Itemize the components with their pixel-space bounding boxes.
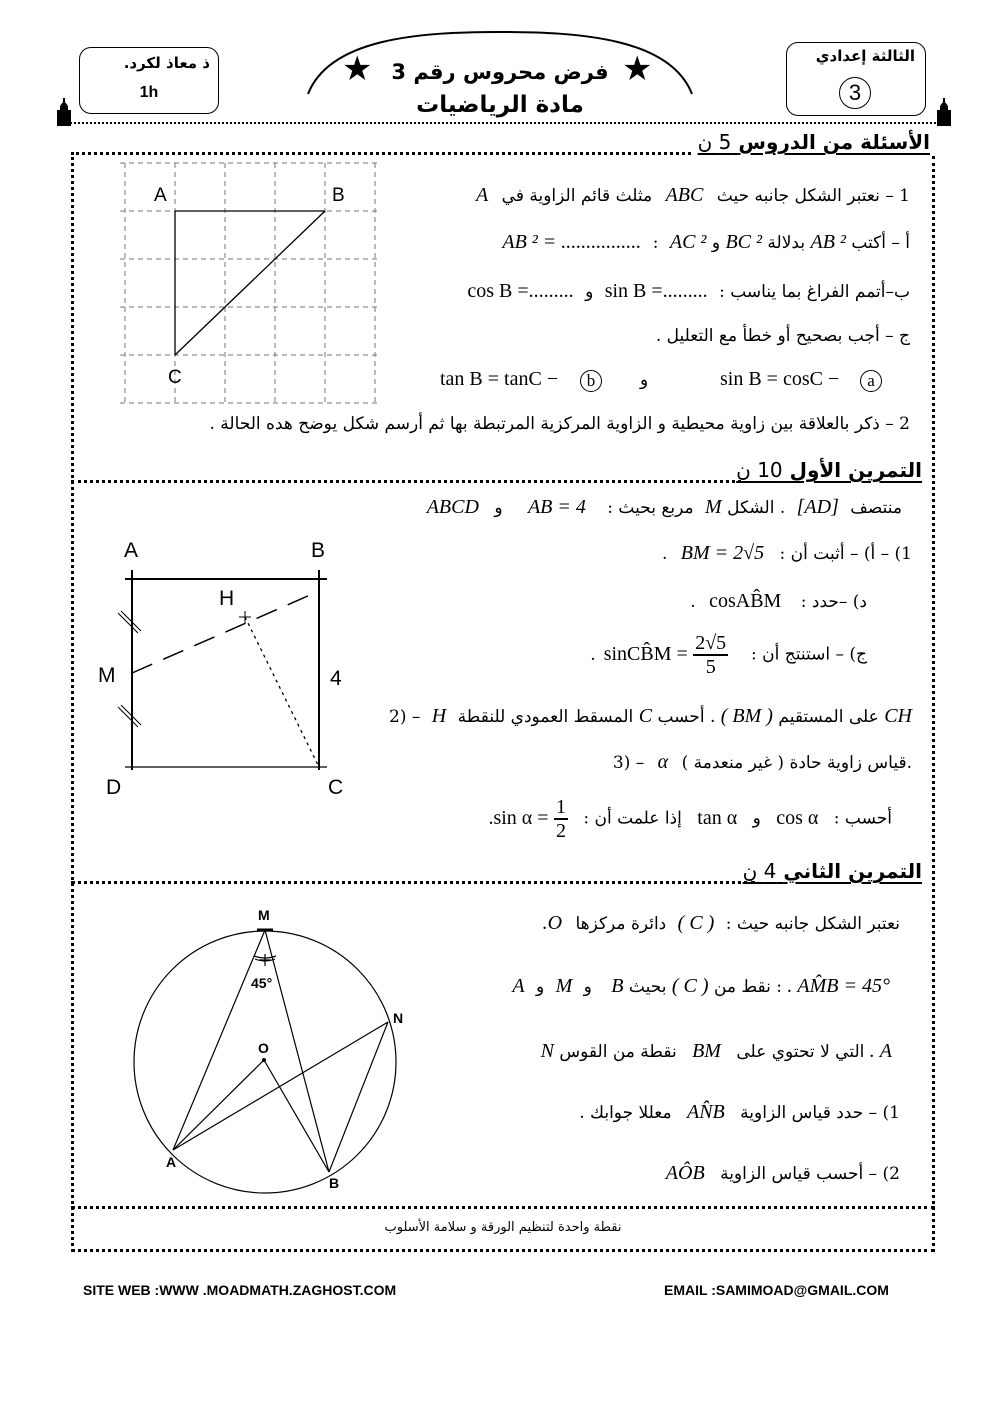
header-divider bbox=[70, 122, 936, 124]
ex1-q3b-sin: .sin α = bbox=[488, 806, 549, 829]
ex2-q1 bbox=[579, 1101, 900, 1124]
ex1-and: و bbox=[494, 498, 503, 518]
label-B: B bbox=[332, 185, 345, 206]
ex1-q1a-math: BM = 2√5 bbox=[680, 542, 765, 564]
section-points: 5 ن bbox=[697, 130, 732, 154]
sq-label-A: A bbox=[124, 539, 139, 562]
ex1-q3-num: 3) – bbox=[612, 753, 645, 773]
ex2-l1-o: O. bbox=[542, 912, 563, 934]
level-label: الثالثة إعدادي bbox=[815, 47, 915, 65]
ex1-q1c-fraction bbox=[693, 632, 728, 678]
qa-text-2: بدلالة bbox=[767, 233, 806, 253]
ex1-intro bbox=[427, 496, 902, 519]
segment-bc bbox=[175, 211, 325, 355]
lesson-q1 bbox=[476, 184, 910, 207]
ex1-q1b-math: cosAB̂M bbox=[709, 590, 782, 612]
frame-left bbox=[71, 152, 74, 1252]
label-C: C bbox=[168, 367, 182, 388]
subject-title: مادة الرياضيات bbox=[416, 92, 584, 118]
ex1-q3b bbox=[488, 796, 892, 842]
ex1-q3-alpha: α bbox=[657, 751, 669, 773]
sq-label-B: B bbox=[311, 539, 326, 562]
ex1-q3b-text-2: إذا علمت أن : bbox=[583, 808, 682, 829]
ex1-q3b-and: و bbox=[752, 808, 761, 829]
ex1-q1c-text: ج) – استنتج أن : bbox=[751, 644, 867, 665]
ex2-q2-text: 2) – أحسب قياس الزاوية bbox=[720, 1164, 900, 1184]
qc-b-label: b bbox=[580, 370, 602, 392]
ex2-q1-text: 1) – حدد قياس الزاوية bbox=[740, 1103, 900, 1123]
ex2-l2-b: B bbox=[611, 975, 624, 997]
ex2-l2-and: و bbox=[535, 977, 545, 997]
level-box bbox=[786, 42, 926, 116]
qb-cos-blank[interactable]: cos B =......... bbox=[467, 280, 574, 302]
circ-label-A: A bbox=[166, 1154, 177, 1170]
ex1-q1b-text: د) –حدد : bbox=[800, 592, 867, 612]
ex1-q2-c: C bbox=[638, 705, 653, 727]
teacher-box bbox=[79, 47, 219, 114]
sq-label-4: 4 bbox=[330, 667, 342, 690]
ex2-l2-math: . AM̂B = 45° bbox=[787, 975, 890, 997]
ex1-q1c: ج) – استنتج أن : sinCB̂M = $\frac{2√5}{5}$ . bbox=[590, 632, 867, 678]
circ-label-M: M bbox=[258, 907, 270, 923]
ex1-q2-text-2: على المستقيم bbox=[778, 707, 879, 727]
ex2-title-text: التمرين الثاني bbox=[783, 859, 922, 883]
qb-sin-blank[interactable]: sin B =......... bbox=[604, 280, 708, 302]
qa-colon: : bbox=[652, 233, 659, 253]
ex2-q1-math: AN̂B bbox=[686, 1101, 725, 1123]
section-title-text: الأسئلة من الدروس bbox=[738, 130, 930, 154]
segment-oa bbox=[173, 1060, 264, 1150]
exam-duration: 1h bbox=[139, 84, 159, 101]
frame-top-left bbox=[71, 152, 691, 155]
ex2-l2-m: M bbox=[555, 975, 573, 997]
ex2-l1-text: نعتبر الشكل جانبه حيث : bbox=[725, 914, 900, 934]
ex1-q2-h: H bbox=[431, 705, 447, 727]
q1-point: A bbox=[476, 184, 489, 206]
fraction-denominator: 5 bbox=[705, 656, 716, 678]
ex1-q3b-cos: cos α bbox=[776, 806, 819, 829]
ex2-l2-text: نقط من bbox=[713, 977, 771, 997]
star-icon: ★ bbox=[622, 49, 653, 89]
ex1-intro-text: مربع بحيث : bbox=[607, 498, 694, 518]
ex1-q1b: د) –حدد : cosAB̂M . bbox=[690, 590, 867, 612]
ex1-ab: AB = 4 bbox=[527, 496, 586, 518]
ex2-l3-n: N bbox=[540, 1040, 554, 1062]
segment-ch bbox=[245, 617, 318, 765]
ex1-intro-text-2: منتصف bbox=[850, 498, 902, 518]
ex2-l3-text: نقطة من القوس bbox=[559, 1042, 677, 1062]
ex1-q3b-fraction bbox=[554, 796, 568, 842]
lantern-icon bbox=[936, 98, 952, 126]
lesson-qc: ج – أجب بصحيح أو خطأ مع التعليل . bbox=[655, 326, 910, 346]
ex1-q2-ch: CH bbox=[884, 705, 912, 727]
qc-and: و bbox=[640, 370, 649, 390]
fraction-numerator: 2√5 bbox=[695, 632, 727, 654]
ex2-l3-text-2: التي لا تحتوي على bbox=[736, 1042, 865, 1062]
qa-and: و bbox=[711, 233, 721, 253]
ex2-divider bbox=[71, 881, 755, 884]
q1-text: 1 – نعتبر الشكل جانبه حيث bbox=[716, 186, 910, 206]
circle-figure bbox=[120, 920, 420, 1200]
qa-ab2: AB ² bbox=[810, 231, 846, 253]
ex2-points: 4 ن bbox=[742, 859, 777, 883]
sq-label-M: M bbox=[98, 664, 116, 687]
exercise2-title bbox=[743, 859, 922, 883]
qc-a-label: a bbox=[860, 370, 882, 392]
circ-label-N: N bbox=[393, 1010, 404, 1026]
ex2-l1-c: ( C ) bbox=[677, 912, 715, 934]
ex1-q2 bbox=[389, 705, 912, 728]
ex1-q1a: 1) – أ) – أثبت أن : BM = 2√5 . bbox=[661, 542, 912, 564]
sq-label-D: D bbox=[106, 776, 122, 799]
segment-an bbox=[173, 1022, 388, 1150]
lesson-q2: 2 – ذكر بالعلاقة بين زاوية محيطية و الزاوية المركزية المرتبطة بها ثم أرسم شكل يوضح هده الحالة . bbox=[209, 414, 910, 434]
ex1-title-text: التمرين الأول bbox=[789, 458, 922, 482]
label-A: A bbox=[154, 185, 167, 206]
segment-bn bbox=[329, 1022, 388, 1172]
circ-label-B: B bbox=[329, 1175, 340, 1191]
ex2-l2-text-2: بحيث : bbox=[628, 977, 782, 997]
exam-title: فرض محروس رقم 3 bbox=[391, 60, 609, 84]
bonus-divider bbox=[71, 1206, 935, 1209]
ex2-l3-bm: BM bbox=[692, 1040, 721, 1062]
footer-email: EMAIL :SAMIMOAD@GMAIL.COM bbox=[664, 1282, 889, 1298]
ex2-l3 bbox=[533, 1040, 900, 1063]
ex1-divider bbox=[71, 480, 741, 483]
ex2-l2-and-2: و bbox=[583, 977, 592, 997]
lesson-qb bbox=[467, 280, 910, 303]
ex1-q2-text-3: . أحسب bbox=[657, 707, 716, 727]
qb-text: ب–أتمم الفراغ بما يناسب : bbox=[719, 282, 910, 302]
ex1-q3b-text: أحسب : bbox=[833, 808, 892, 829]
ex1-q2-text: المسقط العمودي للنقطة bbox=[457, 707, 634, 727]
ex1-intro-text-3: . الشكل bbox=[727, 498, 786, 518]
ex2-q2-math: AÔB bbox=[665, 1162, 705, 1184]
frame-right bbox=[932, 156, 935, 1252]
qa-text: أ – أكتب bbox=[851, 233, 910, 253]
segment-ma bbox=[173, 930, 265, 1150]
circ-label-O: O bbox=[258, 1040, 269, 1056]
ex1-q1c-math: sinCB̂M = bbox=[603, 642, 688, 665]
tick-marks bbox=[118, 611, 141, 727]
ex1-q3 bbox=[613, 751, 912, 774]
lesson-qa bbox=[502, 231, 910, 254]
qc-a-statement: sin B = cosC − bbox=[720, 368, 840, 390]
exercise1-title bbox=[736, 458, 922, 482]
qa-answer-blank[interactable]: AB ² = ................ bbox=[502, 231, 642, 253]
section-lessons-title bbox=[698, 130, 930, 154]
circ-label-angle: 45° bbox=[251, 975, 273, 991]
ex1-q3-text: قياس زاوية حادة ( غير منعدمة ). bbox=[681, 753, 912, 773]
bonus-note: نقطة واحدة لتنظيم الورقة و سلامة الأسلوب bbox=[384, 1220, 622, 1235]
ex2-l2 bbox=[512, 975, 900, 998]
ex2-q1-text-2: معللا جوابك . bbox=[579, 1103, 672, 1123]
teacher-name: ذ معاذ لكرد. bbox=[123, 54, 210, 72]
fraction-numerator: 1 bbox=[555, 796, 566, 818]
ex1-ad: [AD] bbox=[796, 496, 839, 518]
sq-label-H: H bbox=[219, 587, 235, 610]
level-number: 3 bbox=[839, 77, 871, 109]
ex1-m: M bbox=[705, 496, 722, 518]
ex2-l3-a: A . bbox=[869, 1040, 892, 1062]
star-icon: ★ bbox=[342, 49, 373, 89]
segment-mb bbox=[265, 930, 329, 1172]
ex1-q1a-text: 1) – أ) – أثبت أن : bbox=[779, 544, 912, 564]
ex1-points: 10 ن bbox=[736, 458, 783, 482]
ex1-abcd: ABCD bbox=[426, 496, 479, 518]
sq-label-C: C bbox=[328, 776, 344, 799]
ex2-l2-a: A bbox=[512, 975, 525, 997]
ex2-l2-c: ( C ) bbox=[671, 975, 709, 997]
header bbox=[0, 0, 992, 130]
frame-bottom bbox=[71, 1249, 935, 1252]
ex1-q3b-tan: tan α bbox=[697, 806, 738, 829]
qa-ac2: AC ² bbox=[669, 231, 707, 253]
q1-text-2: مثلث قائم الزاوية في bbox=[501, 186, 653, 206]
ex2-l1 bbox=[543, 912, 900, 935]
qa-bc2: BC ² bbox=[725, 231, 763, 253]
ex2-q2 bbox=[666, 1162, 900, 1185]
q1-triangle: ABC bbox=[665, 184, 704, 206]
ex2-l1-text-2: دائرة مركزها bbox=[575, 914, 667, 934]
ex1-q2-num: 2) – bbox=[389, 707, 421, 727]
footer-site: SITE WEB :WWW .MOADMATH.ZAGHOST.COM bbox=[83, 1282, 397, 1298]
ex1-q2-bm: ( BM ) bbox=[720, 705, 773, 727]
qc-b-statement: tan B = tanC − bbox=[440, 368, 559, 390]
qb-and: و bbox=[585, 282, 594, 302]
fraction-denominator: 2 bbox=[555, 820, 566, 842]
